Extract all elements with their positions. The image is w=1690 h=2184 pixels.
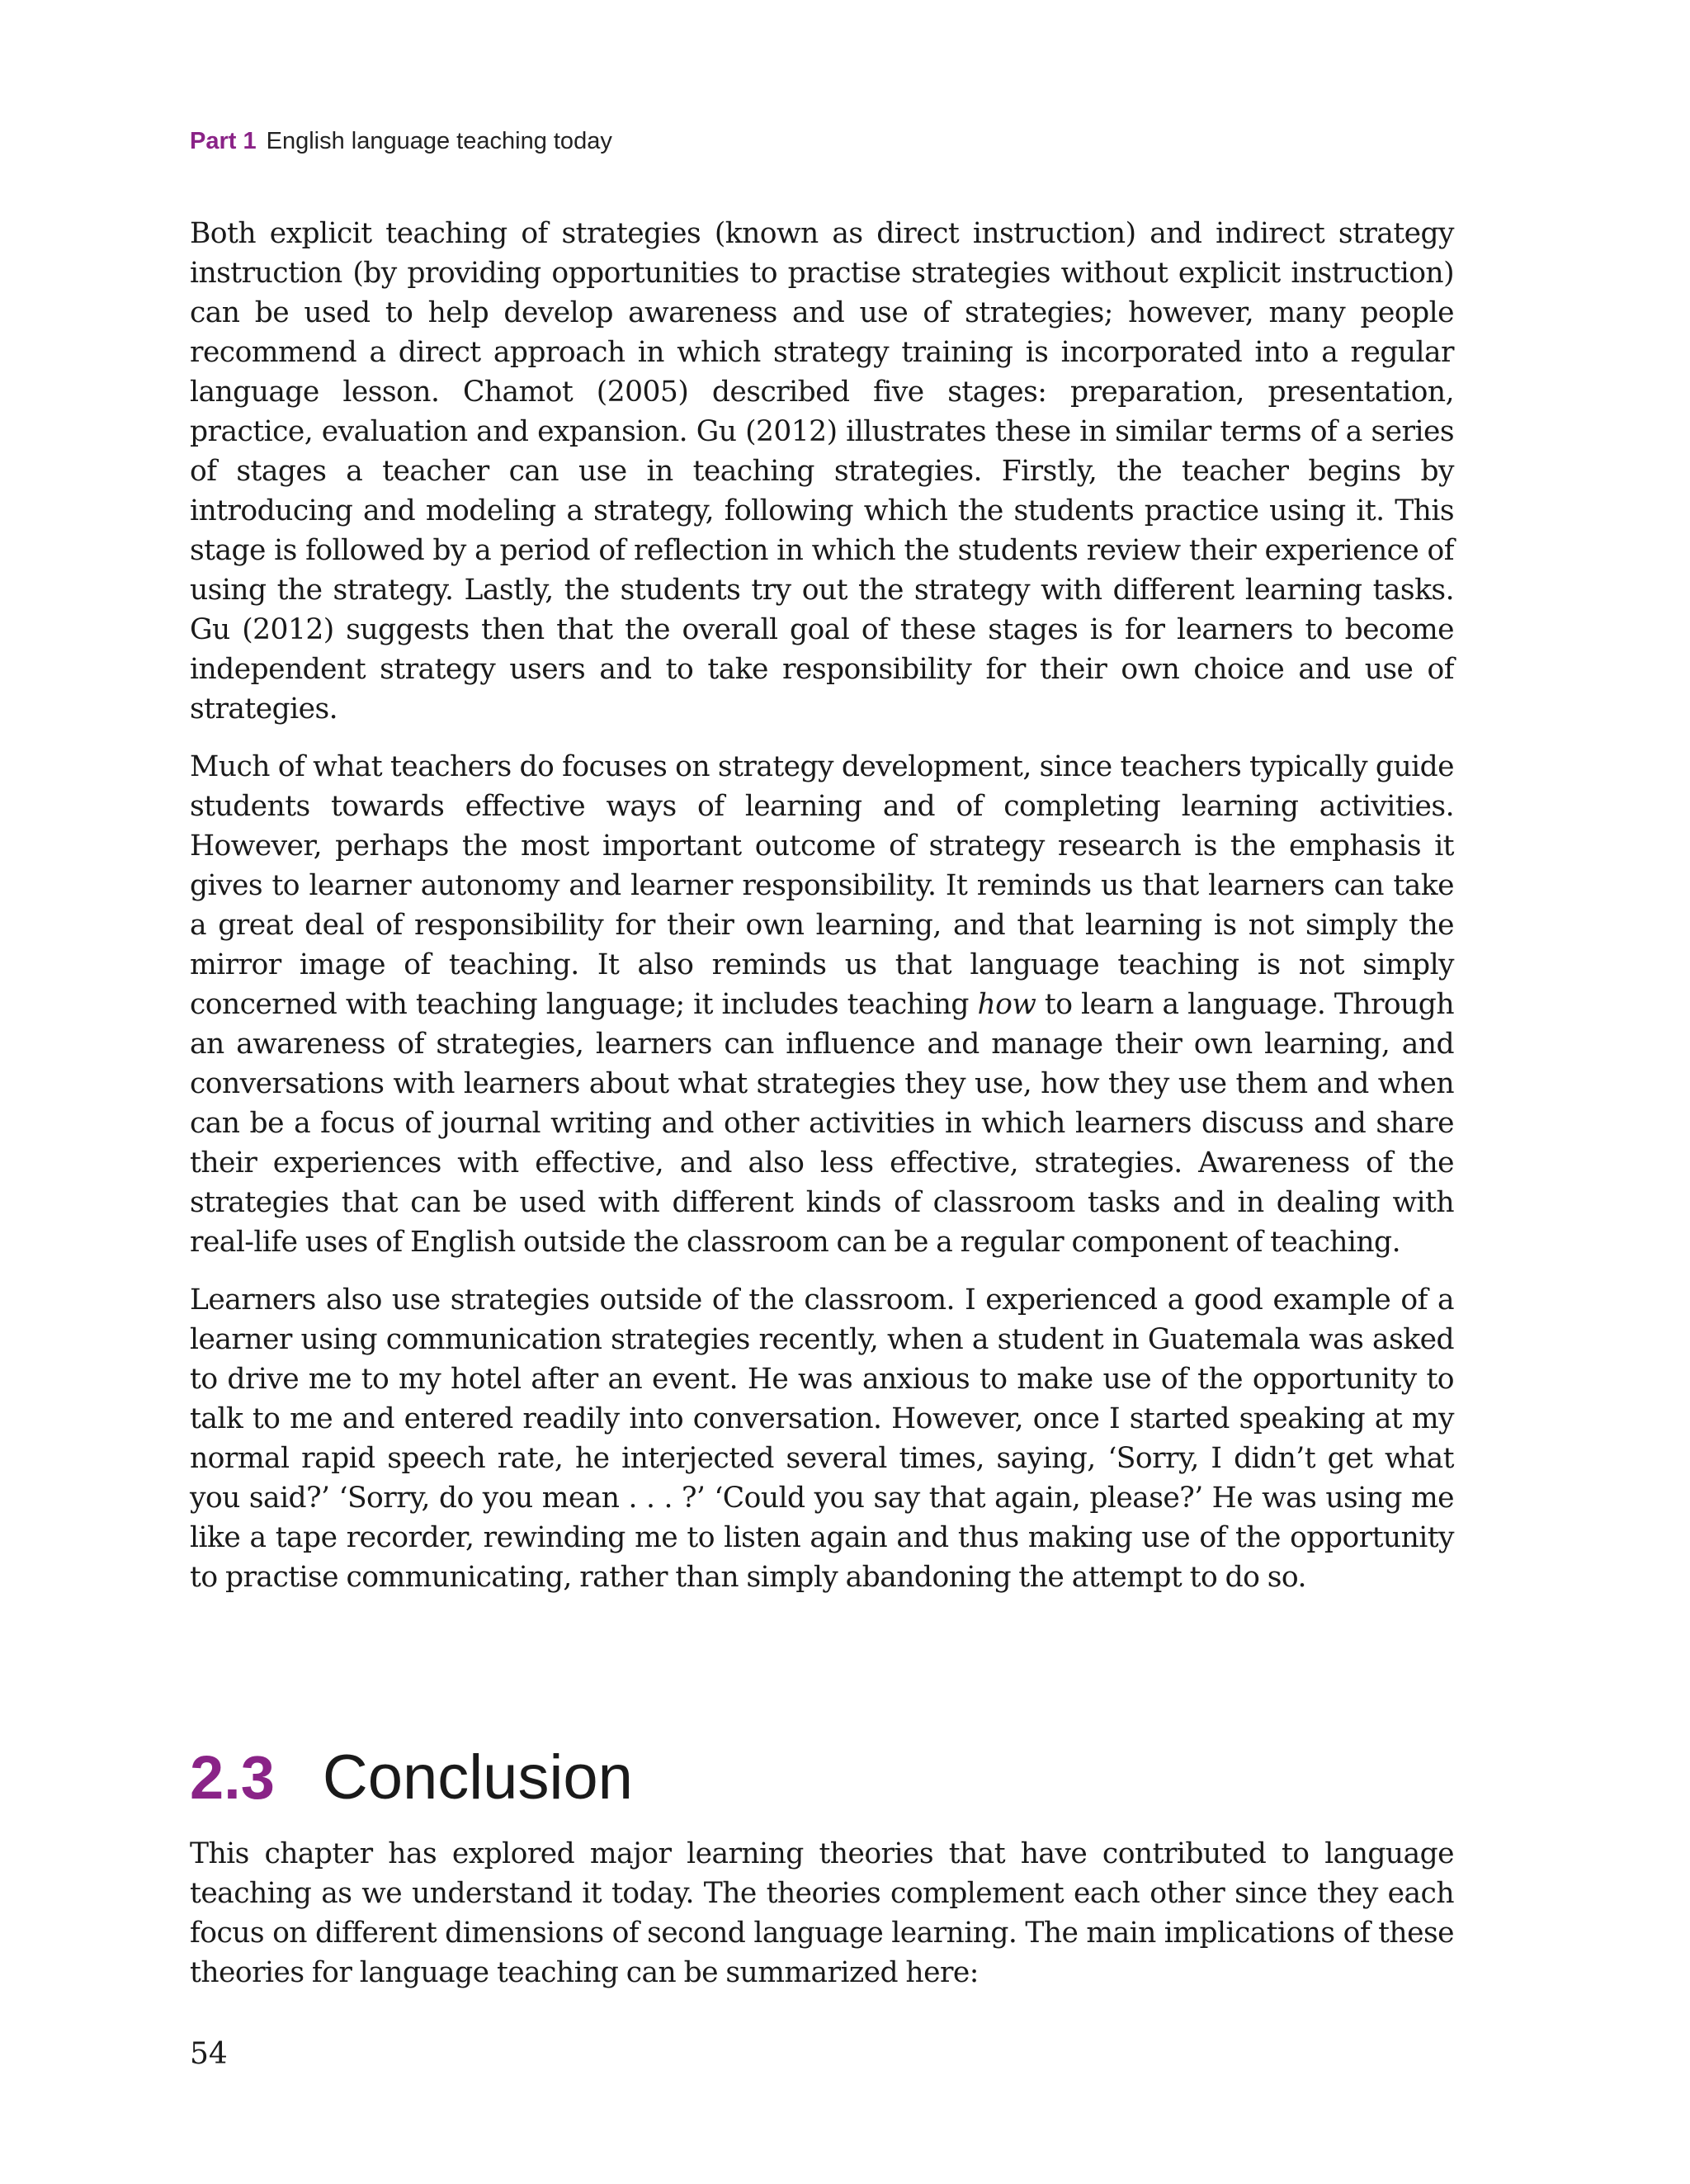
body-text	[190, 214, 1454, 1615]
conclusion-text	[190, 1834, 1454, 2011]
paragraph-strategy-instruction: Both explicit teaching of strategies (known as direct instruction) and indirect strategy instruction (by providing opportunities to practise strategies without explicit instruction) can be used to help develop awareness and use of strategies; however, many people recommend a direct approach in which strategy training is incorporated into a regular language lesson. Chamot (2005) described five stages: preparation, presentation, practice, evaluation and expansion. Gu (2012) illustrates these in similar terms of a series of stages a teacher can use in teaching strategies. Firstly, the teacher begins by introducing and modeling a strategy, following which the students practice using it. This stage is followed by a period of reflection in which the students review their experience of using the strategy. Lastly, the students try out the strategy with different learning tasks. Gu (2012) suggests then that the overall goal of these stages is for learners to become independent strategy users and to take responsibility for their own choice and use of strategies.	[190, 217, 1454, 726]
running-header	[190, 128, 612, 155]
paragraph-conclusion: This chapter has explored major learning theories that have contributed to language teaching as we understand it today. The theories complement each other since they each focus on different dimensions of second language learning. The main implications of these theories for language teaching can be summarized here:	[190, 1837, 1454, 1989]
paragraph-text-after: to learn a language. Through an awareness of strategies, learners can influence and manage their own learning, and conversations with learners about what strategies they use, how they use them and when can be a focus of journal writing and other activities in which learners discuss and share their experiences with effective, and also less effective, strategies. Awareness of the strategies that can be used with different kinds of classroom tasks and in dealing with real-life uses of English outside the classroom can be a regular component of teaching.	[190, 988, 1454, 1259]
section-number: 2.3	[190, 1743, 275, 1812]
paragraph-strategy-development	[190, 747, 1454, 1262]
emphasis-how: how	[977, 988, 1036, 1021]
section-title: Conclusion	[322, 1742, 633, 1813]
paragraph-learner-example: Learners also use strategies outside of the classroom. I experienced a good example of a learner using communication strategies recently, when a student in Guatemala was asked to drive me to my hotel after an event. He was anxious to make use of the opportunity to talk to me and entered readily into conversation. However, once I started speaking at my normal rapid speech rate, he interjected several times, saying, ‘Sorry, I didn’t get what you said?’ ‘Sorry, do you mean . . . ?’ ‘Could you say that again, please?’ He was using me like a tape recorder, rewinding me to listen again and thus making use of the opportunity to practise communicating, rather than simply abandoning the attempt to do so.	[190, 1283, 1454, 1594]
part-title: English language teaching today	[266, 128, 612, 154]
part-label: Part 1	[190, 128, 257, 154]
page-number: 54	[190, 2037, 228, 2071]
paragraph-text-before: Much of what teachers do focuses on strategy development, since teachers typically guide students towards effective ways of learning and of completing learning activities. However, perhaps the most important outcome of strategy research is the emphasis it gives to learner autonomy and learner responsibility. It reminds us that learners can take a great deal of responsibility for their own learning, and that learning is not simply the mirror image of teaching. It also reminds us that language teaching is not simply concerned with teaching language; it includes teaching	[190, 750, 1454, 1021]
section-heading	[190, 1742, 633, 1813]
